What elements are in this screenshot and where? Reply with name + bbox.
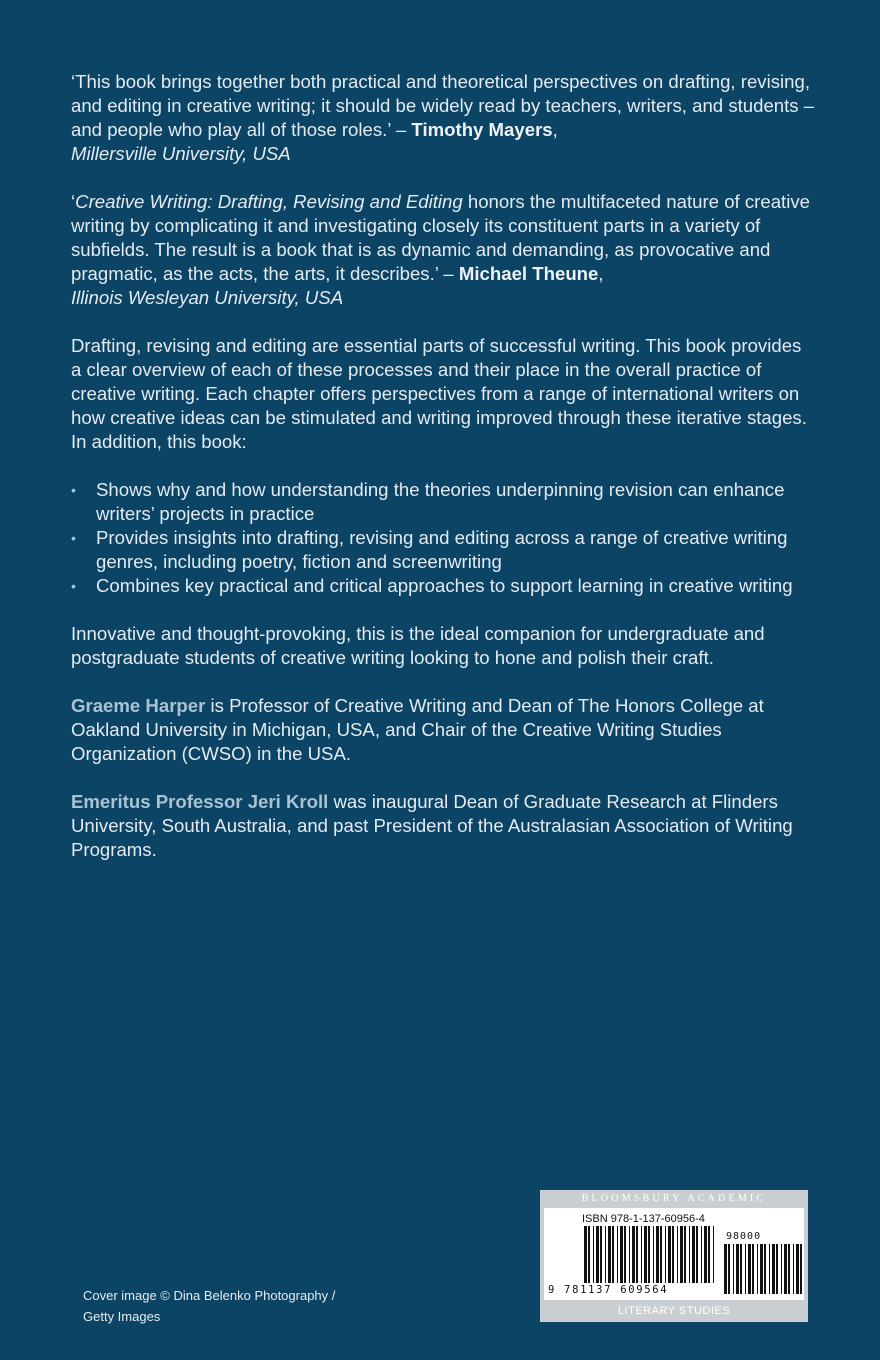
cover-image-credit xyxy=(83,1285,383,1327)
publisher-name: BLOOMSBURY ACADEMIC xyxy=(581,1193,767,1204)
quote-open-mark: ‘ xyxy=(71,191,76,212)
quote-text: ‘This book brings together both practical and theoretical perspectives on drafting, revising, and editing in creative writing; it should be widely read by teachers, writers, and students – and people who play all of those roles.’ – xyxy=(71,71,815,140)
list-item xyxy=(71,526,816,574)
author-bio-2 xyxy=(71,790,816,862)
price-code: 98000 xyxy=(726,1231,762,1242)
book-description: Drafting, revising and editing are essential parts of successful writing. This book provides a clear overview of each of these processes and their place in the overall practice of creative writing. Each chapter offers perspectives from a range of international writers on how creative ideas can be stimulated and writing improved through these iterative stages. In addition, this book: xyxy=(71,335,807,452)
list-item-text: Shows why and how understanding the theories underpinning revision can enhance writers’ projects in practice xyxy=(96,479,785,524)
credit-line: Cover image © Dina Belenko Photography / xyxy=(83,1288,336,1303)
feature-list xyxy=(71,478,816,598)
list-item-text: Combines key practical and critical approaches to support learning in creative writing xyxy=(96,575,793,596)
review-quote-2: ‘Creative Writing: Drafting, Revising and Editing honors the multifaceted nature of creative writing by complicating it and investigating closely its constituent parts in a variety of subfields. The result is a book that is as dynamic and demanding, as provocative and pragmatic, as the acts, the arts, it describes.’ – Michael Theune, Illinois Wesleyan University, USA xyxy=(71,191,810,308)
bullet-icon: • xyxy=(71,530,76,546)
review-quote-1: ‘This book brings together both practical and theoretical perspectives on drafting, revising, and editing in creative writing; it should be widely read by teachers, writers, and students – and people who play all of those roles.’ – Timothy Mayers, Millersville University, USA xyxy=(71,71,815,164)
isbn-label: ISBN 978-1-137-60956-4 xyxy=(582,1213,705,1225)
credit-line: Getty Images xyxy=(83,1309,161,1324)
reviewer-affiliation: Illinois Wesleyan University, USA xyxy=(71,287,344,308)
book-summary: Innovative and thought-provoking, this is the ideal companion for undergraduate and postgraduate students of creative writing looking to hone and polish their craft. xyxy=(71,623,765,668)
subject-category: LITERARY STUDIES xyxy=(617,1305,731,1317)
barcode-area xyxy=(544,1208,804,1300)
reviewer-name: Michael Theune xyxy=(458,263,599,284)
book-title-italic: Creative Writing: Drafting, Revising and Editing xyxy=(75,191,463,212)
list-item xyxy=(71,478,816,526)
author-name: Emeritus Professor Jeri Kroll xyxy=(71,791,329,812)
author-bio-1 xyxy=(71,694,816,766)
reviewer-affiliation: Millersville University, USA xyxy=(71,143,291,164)
author-bio-text: was inaugural Dean of Graduate Research at Flinders University, South Australia, and past President of the Australasian Association of Writing Programs. xyxy=(71,791,793,860)
back-cover-text xyxy=(71,70,816,862)
bullet-icon: • xyxy=(71,482,76,498)
author-name: Graeme Harper xyxy=(71,695,206,716)
author-bio-text: is Professor of Creative Writing and Dean of The Honors College at Oakland University in Michigan, USA, and Chair of the Creative Writing Studies Organization (CWSO) in the USA. xyxy=(71,695,764,764)
bullet-icon: • xyxy=(71,578,76,594)
ean-digits: 9 781137 609564 xyxy=(548,1284,669,1296)
list-item-text: Provides insights into drafting, revising and editing across a range of creative writing genres, including poetry, fiction and screenwriting xyxy=(96,527,788,572)
quote-text: honors the multifaceted nature of creative writing by complicating it and investigating closely its constituent parts in a variety of subfields. The result is a book that is as dynamic and demanding, as provocative and pragmatic, as the acts, the arts, it describes.’ – xyxy=(71,191,810,284)
reviewer-name: Timothy Mayers xyxy=(411,119,553,140)
barcode-panel xyxy=(540,1190,808,1322)
list-item xyxy=(71,574,816,598)
